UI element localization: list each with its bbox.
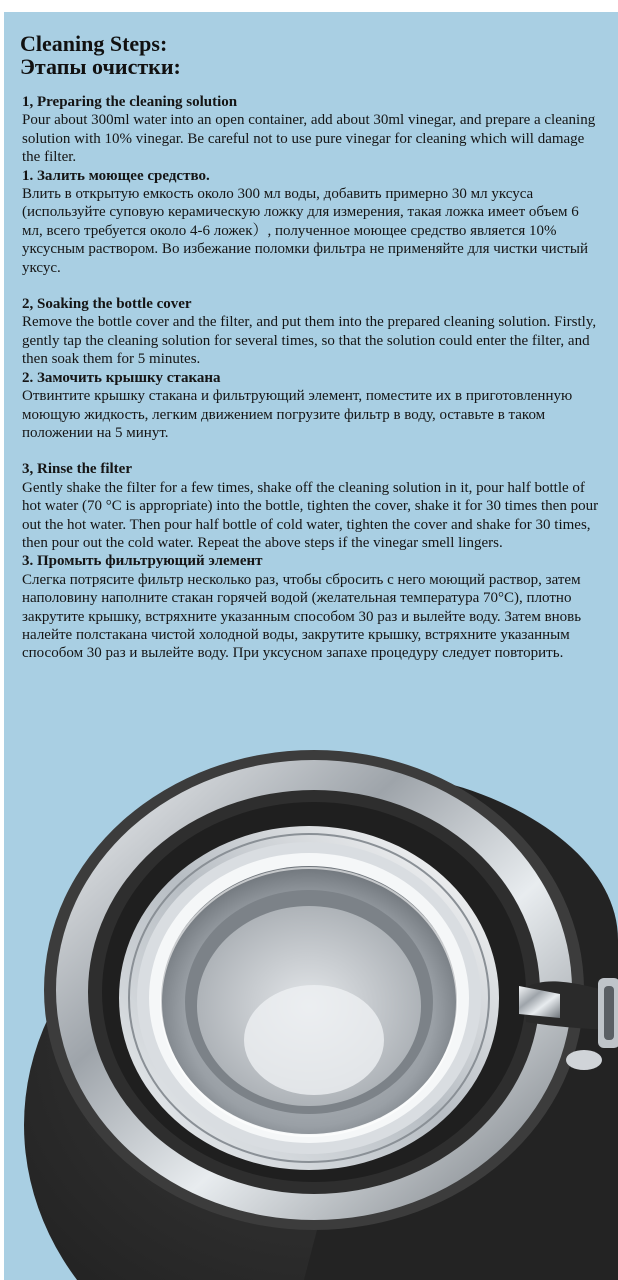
step-1 [22,93,602,277]
step-1-text-ru: Влить в открытую емкость около 300 мл воды, добавить примерно 30 мл уксуса (используйте суповую керамическую ложку для измерения, такая ложка имеет объем 6 мл, всего требуется около 4-6 ложек）, полученное моющее средство является 10% уксусным раствором. Во избежание поломки фильтра не применяйте для чистки чистый уксус. [22,186,589,276]
bottle-filter-illustration [4,740,618,1280]
step-3-text-en: Gently shake the filter for a few times, shake off the cleaning solution in it, pour half bottle of hot water (70 °C is appropriate) into the bottle, tighten the cover, shake it for 30 times then pour out the hot water. Then pour half bottle of cold water, tighten the cover and shake for 30 times, then pour out the cold water. Repeat the above steps if the vinegar smell lingers. [22,479,599,551]
step-2-text-ru: Отвинтите крышку стакана и фильтрующий элемент, поместите их в приготовленную моющую жидкость, легким движением погрузите фильтр в воду, оставьте в таком положении на 5 минут. [22,388,573,441]
title-russian: Этапы очистки: [20,54,181,79]
cleaning-steps [22,93,602,663]
filter-cup [119,826,499,1170]
step-2-heading-en: 2, Soaking the bottle cover [22,296,192,313]
step-spacer [22,442,602,460]
step-spacer [22,277,602,295]
step-1-text-en: Pour about 300ml water into an open container, add about 30ml vinegar, and prepare a cleaning solution with 10% vinegar. Be careful not to use pure vinegar for cleaning which will damage the filter. [22,112,596,166]
step-1-heading-en: 1, Preparing the cleaning solution [22,94,238,110]
step-2 [22,295,602,442]
step-3 [22,460,602,662]
title-english: Cleaning Steps: [20,31,168,56]
step-3-heading-en: 3, Rinse the filter [22,461,132,478]
step-3-heading-ru: 3. Промыть фильтрующий элемент [22,553,263,570]
step-2-text-en: Remove the bottle cover and the filter, and put them into the prepared cleaning solution. Firstly, gently tap the cleaning solution for several times, so that the solution could enter the filter, and then soak them for 5 minutes. [22,314,597,368]
page-title [20,32,181,78]
instruction-panel [4,12,618,1280]
step-1-heading-ru: 1. Залить моющее средство. [22,167,210,184]
step-3-text-ru: Слегка потрясите фильтр несколько раз, чтобы сбросить с него моющий раствор, затем наполовину наполните стакан горячей водой (желательная температура 70°C), плотно закрутите крышку, встряхните указанным способом 30 раз и вылейте воду. Затем вновь налейте полстакана чистой холодной воды, закрутите крышку, встряхните указанным способом 30 раз и вылейте воду. При уксусном запахе процедуру следует повторить. [22,571,582,662]
step-2-heading-ru: 2. Замочить крышку стакана [22,369,221,386]
